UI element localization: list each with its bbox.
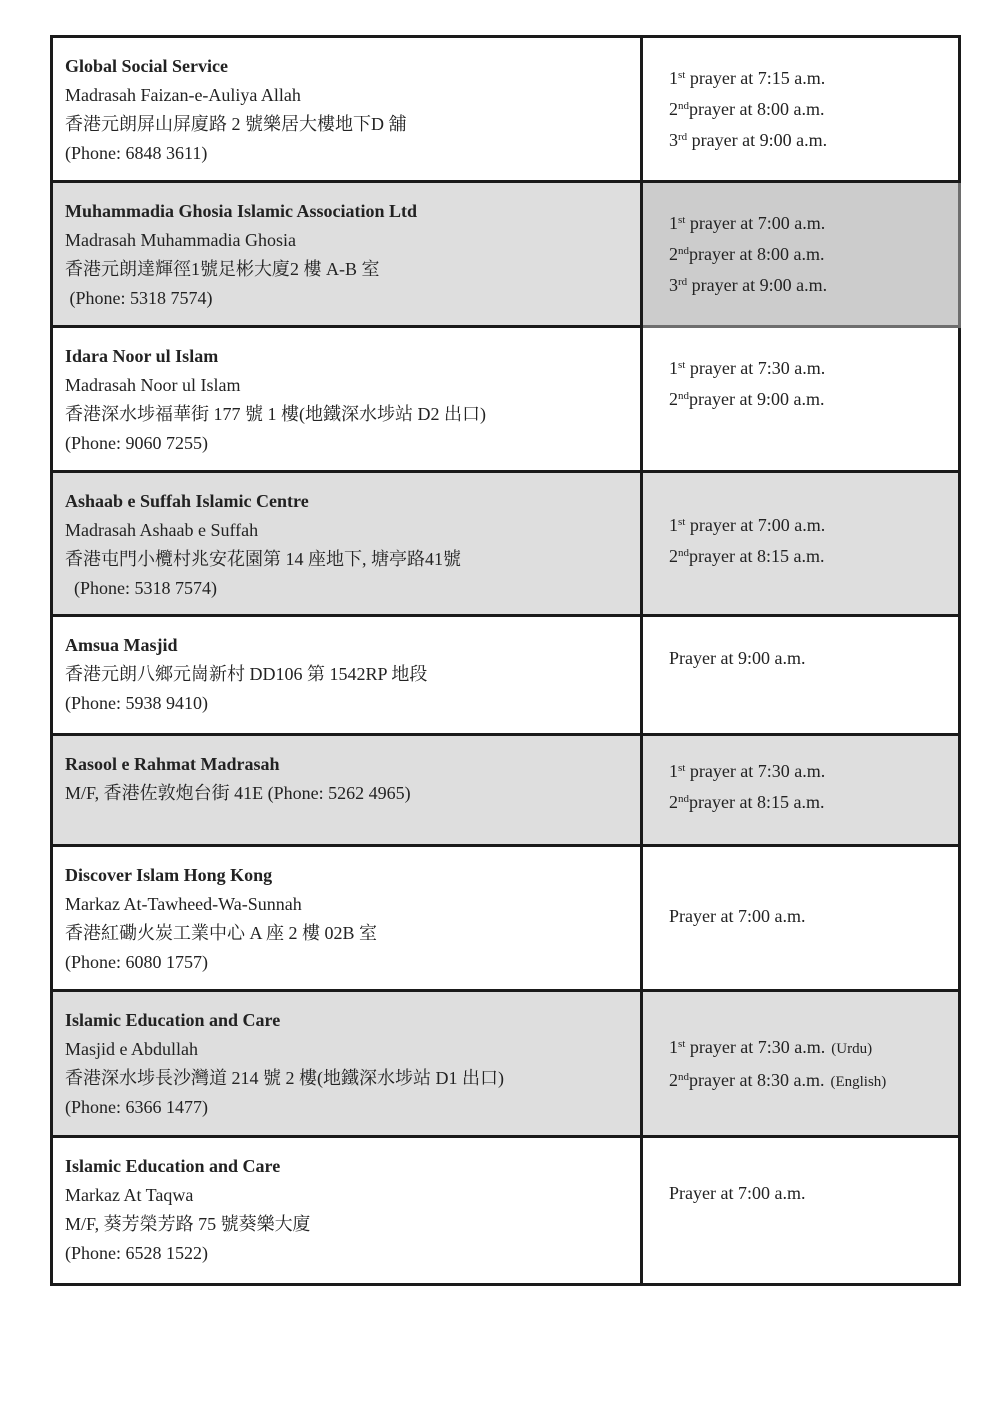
organization-name: Discover Islam Hong Kong: [65, 865, 273, 885]
prayer-time: 1st prayer at 7:00 a.m.: [669, 515, 826, 535]
address: M/F, 葵芳榮芳路 75 號葵樂大廈: [65, 1214, 311, 1234]
table-row: [52, 37, 960, 182]
prayer-time: 3rd prayer at 9:00 a.m.: [669, 275, 828, 295]
address: M/F, 香港佐敦炮台街 41E (Phone: 5262 4965): [65, 783, 411, 803]
prayer-time: 1st prayer at 7:30 a.m. (Urdu): [669, 1037, 873, 1057]
organization-name: Rasool e Rahmat Madrasah: [65, 754, 280, 774]
organization-cell: [52, 735, 642, 846]
address: 香港深水埗長沙灣道 214 號 2 樓(地鐵深水埗站 D1 出口): [65, 1068, 504, 1088]
venue-name: Markaz At Taqwa: [65, 1185, 194, 1205]
prayer-time: 2ndprayer at 8:00 a.m.: [669, 244, 825, 264]
organization-cell: [52, 991, 642, 1137]
prayer-times-cell: [642, 991, 960, 1137]
prayer-time: Prayer at 7:00 a.m.: [669, 906, 806, 926]
venue-name: Madrasah Noor ul Islam: [65, 375, 241, 395]
prayer-times-cell: [642, 472, 960, 616]
address: 香港紅磡火炭工業中心 A 座 2 樓 02B 室: [65, 923, 378, 943]
venue-name: Madrasah Ashaab e Suffah: [65, 520, 259, 540]
prayer-time: 2ndprayer at 8:15 a.m.: [669, 792, 825, 812]
address: 香港屯門小欖村兆安花園第 14 座地下, 塘亭路41號: [65, 549, 461, 569]
language-note: (English): [830, 1074, 887, 1090]
prayer-time: Prayer at 7:00 a.m.: [669, 1183, 806, 1203]
table-row: [52, 327, 960, 472]
address: 香港元朗達輝徑1號足彬大廈2 樓 A-B 室: [65, 259, 380, 279]
venue-name: Masjid e Abdullah: [65, 1039, 198, 1059]
table-row: [52, 182, 960, 327]
organization-name: Muhammadia Ghosia Islamic Association Ltd: [65, 201, 418, 221]
organization-cell: [52, 37, 642, 182]
organization-cell: [52, 472, 642, 616]
prayer-times-cell: [642, 182, 960, 327]
phone: (Phone: 6528 1522): [65, 1243, 208, 1263]
prayer-time: 1st prayer at 7:30 a.m.: [669, 358, 826, 378]
organization-name: Islamic Education and Care: [65, 1010, 281, 1030]
phone: (Phone: 6848 3611): [65, 143, 208, 163]
prayer-time: 3rd prayer at 9:00 a.m.: [669, 130, 828, 150]
address: 香港深水埗福華街 177 號 1 樓(地鐵深水埗站 D2 出口): [65, 404, 486, 424]
venue-name: Madrasah Muhammadia Ghosia: [65, 230, 296, 250]
table-row: [52, 472, 960, 616]
organization-cell: [52, 182, 642, 327]
phone: (Phone: 6366 1477): [65, 1097, 208, 1117]
organization-name: Idara Noor ul Islam: [65, 346, 219, 366]
table-row: [52, 735, 960, 846]
prayer-time: 2ndprayer at 8:00 a.m.: [669, 99, 825, 119]
organization-name: Amsua Masjid: [65, 635, 178, 655]
table-row: [52, 991, 960, 1137]
prayer-time: 2ndprayer at 8:30 a.m. (English): [669, 1070, 887, 1090]
phone: (Phone: 9060 7255): [65, 433, 208, 453]
language-note: (Urdu): [831, 1041, 873, 1057]
organization-cell: [52, 846, 642, 991]
phone: (Phone: 5318 7574): [65, 288, 213, 308]
venue-name: Markaz At-Tawheed-Wa-Sunnah: [65, 894, 302, 914]
venue-name: Madrasah Faizan-e-Auliya Allah: [65, 85, 301, 105]
table-row: [52, 1137, 960, 1285]
prayer-times-cell: [642, 846, 960, 991]
prayer-times-cell: [642, 37, 960, 182]
prayer-time: 1st prayer at 7:00 a.m.: [669, 213, 826, 233]
organization-cell: [52, 327, 642, 472]
phone: (Phone: 5318 7574): [65, 578, 217, 598]
table-row: [52, 616, 960, 735]
phone: (Phone: 6080 1757): [65, 952, 208, 972]
organization-name: Ashaab e Suffah Islamic Centre: [65, 491, 309, 511]
prayer-times-cell: [642, 735, 960, 846]
address: 香港元朗八鄉元崗新村 DD106 第 1542RP 地段: [65, 664, 428, 684]
prayer-time: 2ndprayer at 9:00 a.m.: [669, 389, 825, 409]
prayer-time: 1st prayer at 7:30 a.m.: [669, 761, 826, 781]
organization-cell: [52, 1137, 642, 1285]
prayer-times-cell: [642, 1137, 960, 1285]
phone: (Phone: 5938 9410): [65, 693, 208, 713]
organization-name: Islamic Education and Care: [65, 1156, 281, 1176]
organization-cell: [52, 616, 642, 735]
prayer-time: Prayer at 9:00 a.m.: [669, 648, 806, 668]
address: 香港元朗屏山屏廈路 2 號樂居大樓地下D 舖: [65, 114, 407, 134]
prayer-time: 1st prayer at 7:15 a.m.: [669, 68, 826, 88]
prayer-times-cell: [642, 327, 960, 472]
prayer-time: 2ndprayer at 8:15 a.m.: [669, 546, 825, 566]
prayer-schedule-table: [50, 35, 961, 1286]
prayer-times-cell: [642, 616, 960, 735]
organization-name: Global Social Service: [65, 56, 228, 76]
table-row: [52, 846, 960, 991]
